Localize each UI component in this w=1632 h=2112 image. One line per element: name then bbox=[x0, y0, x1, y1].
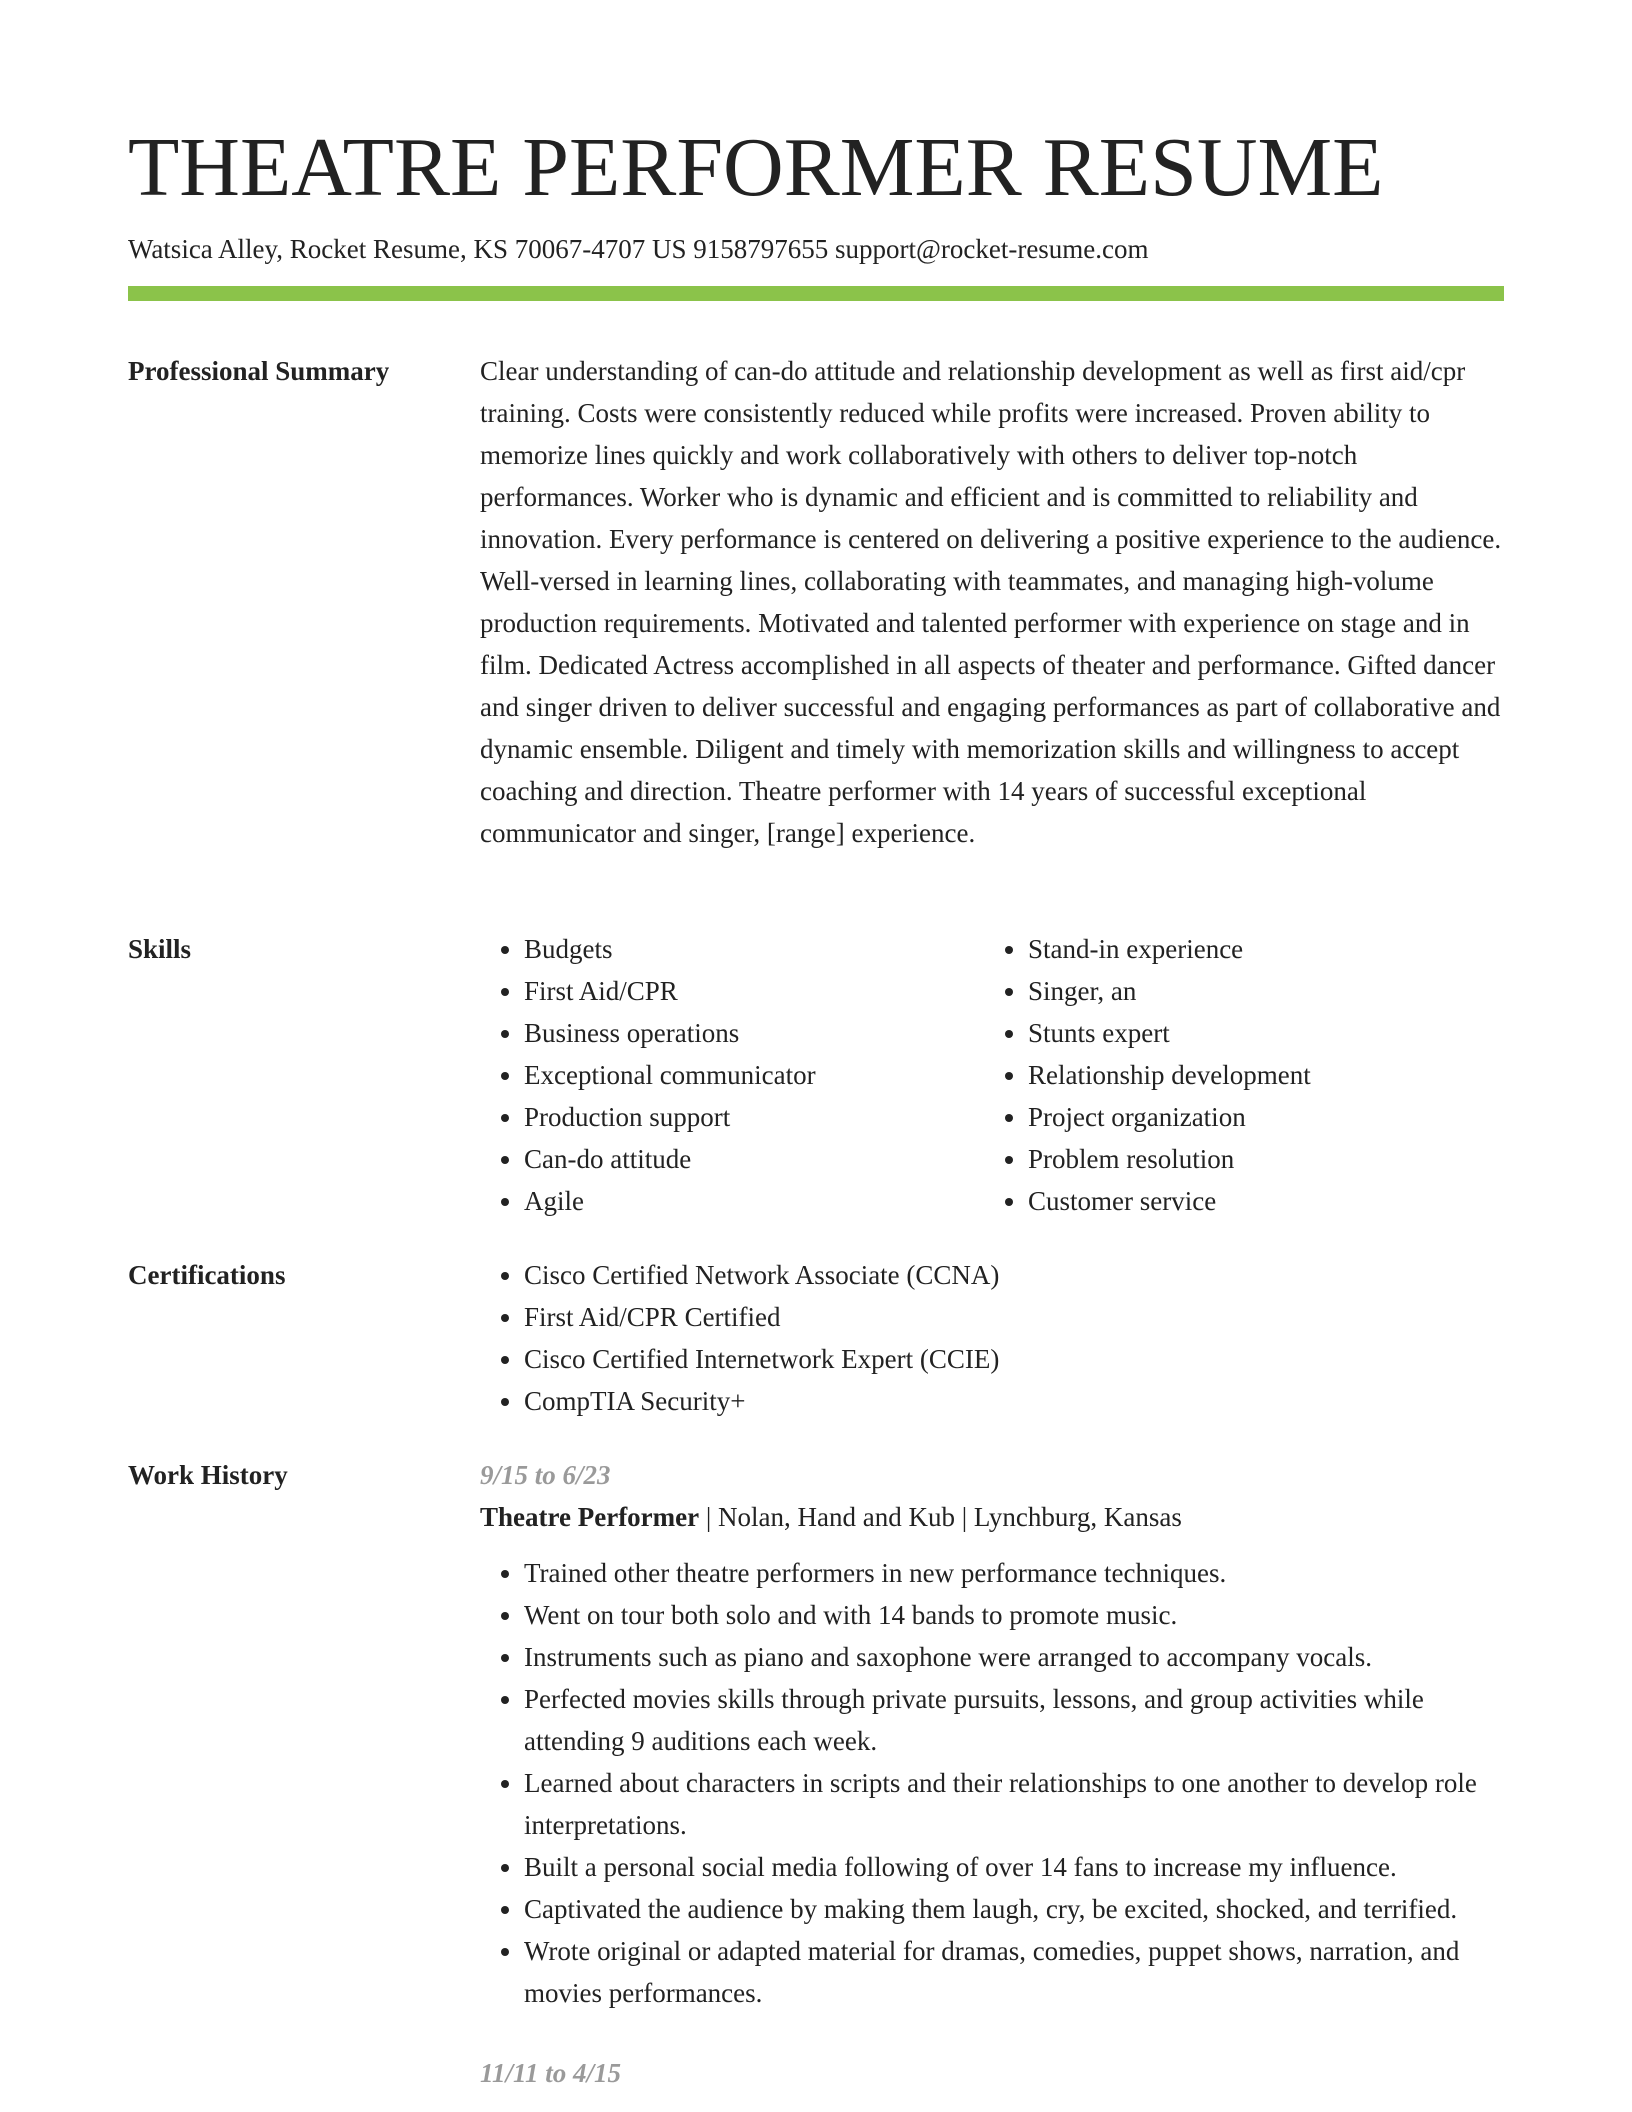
job-bullet: • Instruments such as piano and saxophone were arranged to accompany vocals. bbox=[524, 1636, 1504, 1678]
section-label-work-history: Work History bbox=[128, 1460, 288, 1490]
job-bullet: • Learned about characters in scripts and their relationships to one another to develop role interpretations. bbox=[524, 1762, 1504, 1846]
job-bullet: • Trained other theatre performers in new performance techniques. bbox=[524, 1552, 1504, 1594]
job-bullet: • Perfected movies skills through private pursuits, lessons, and group activities while attending 9 auditions each week. bbox=[524, 1678, 1504, 1762]
skill-item: • Budgets bbox=[524, 928, 1028, 970]
job-title: Theatre Performer bbox=[480, 1502, 700, 1532]
job-employer-location: | Nolan, Hand and Kub | Lynchburg, Kansas bbox=[699, 1502, 1182, 1532]
skill-item: • Problem resolution bbox=[1028, 1138, 1532, 1180]
accent-divider bbox=[128, 286, 1504, 301]
skill-item: • Production support bbox=[524, 1096, 1028, 1138]
section-label-skills: Skills bbox=[128, 934, 192, 964]
skills-content bbox=[480, 928, 1504, 1222]
section-label-certifications: Certifications bbox=[128, 1260, 286, 1290]
skill-item: • Exceptional communicator bbox=[524, 1054, 1028, 1096]
job-dates: 9/15 to 6/23 bbox=[480, 1460, 611, 1490]
skill-item: • Can-do attitude bbox=[524, 1138, 1028, 1180]
skill-item: • Relationship development bbox=[1028, 1054, 1532, 1096]
skill-item: • Project organization bbox=[1028, 1096, 1532, 1138]
certification-item: • CompTIA Security+ bbox=[524, 1380, 1504, 1422]
certification-item: • Cisco Certified Internetwork Expert (CCIE) bbox=[524, 1338, 1504, 1380]
section-label-summary: Professional Summary bbox=[128, 356, 390, 386]
certifications-list bbox=[480, 1254, 1504, 1422]
certification-item: • First Aid/CPR Certified bbox=[524, 1296, 1504, 1338]
contact-line: Watsica Alley, Rocket Resume, KS 70067-4707 US 9158797655 support@rocket-resume.com bbox=[128, 234, 1149, 264]
job-bullets bbox=[480, 1552, 1504, 2014]
skill-item: • Singer, an bbox=[1028, 970, 1532, 1012]
skill-item: • Business operations bbox=[524, 1012, 1028, 1054]
summary-text: Clear understanding of can-do attitude and relationship development as well as first aid/cpr training. Costs were consistently reduced while profits were increased. Proven ability to memorize lines quickly and work collaboratively with others to deliver top-notch performances. Worker who is dynamic and efficient and is committed to reliability and innovation. Every performance is centered on delivering a positive experience to the audience. Well-versed in learning lines, collaborating with teammates, and managing high-volume production requirements. Motivated and talented performer with experience on stage and in film. Dedicated Actress accomplished in all aspects of theater and performance. Gifted dancer and singer driven to deliver successful and engaging performances as part of collaborative and dynamic ensemble. Diligent and timely with memorization skills and willingness to accept coaching and direction. Theatre performer with 14 years of successful exceptional communicator and singer, [range] experience. bbox=[480, 356, 1502, 848]
job-heading bbox=[480, 1496, 1504, 1538]
skills-list-left bbox=[480, 928, 1028, 1222]
skills-columns bbox=[480, 928, 1504, 1222]
skill-item: • Stunts expert bbox=[1028, 1012, 1532, 1054]
job-bullet: • Captivated the audience by making them laugh, cry, be excited, shocked, and terrified. bbox=[524, 1888, 1504, 1930]
skill-item: • Agile bbox=[524, 1180, 1028, 1222]
job-bullet: • Wrote original or adapted material for dramas, comedies, puppet shows, narration, and movies performances. bbox=[524, 1930, 1504, 2014]
certification-item: • Cisco Certified Network Associate (CCNA) bbox=[524, 1254, 1504, 1296]
job-dates: 11/11 to 4/15 bbox=[480, 2058, 622, 2088]
skill-item: • Stand-in experience bbox=[1028, 928, 1532, 970]
skills-list-right bbox=[984, 928, 1532, 1222]
job-bullet: • Built a personal social media following of over 14 fans to increase my influence. bbox=[524, 1846, 1504, 1888]
job-bullet: • Went on tour both solo and with 14 bands to promote music. bbox=[524, 1594, 1504, 1636]
work-history-content bbox=[480, 1454, 1504, 2094]
summary-content bbox=[480, 350, 1504, 854]
skill-item: • First Aid/CPR bbox=[524, 970, 1028, 1012]
skill-item: • Customer service bbox=[1028, 1180, 1532, 1222]
resume-title: THEATRE PERFORMER RESUME bbox=[128, 121, 1384, 214]
certifications-content bbox=[480, 1254, 1504, 1422]
